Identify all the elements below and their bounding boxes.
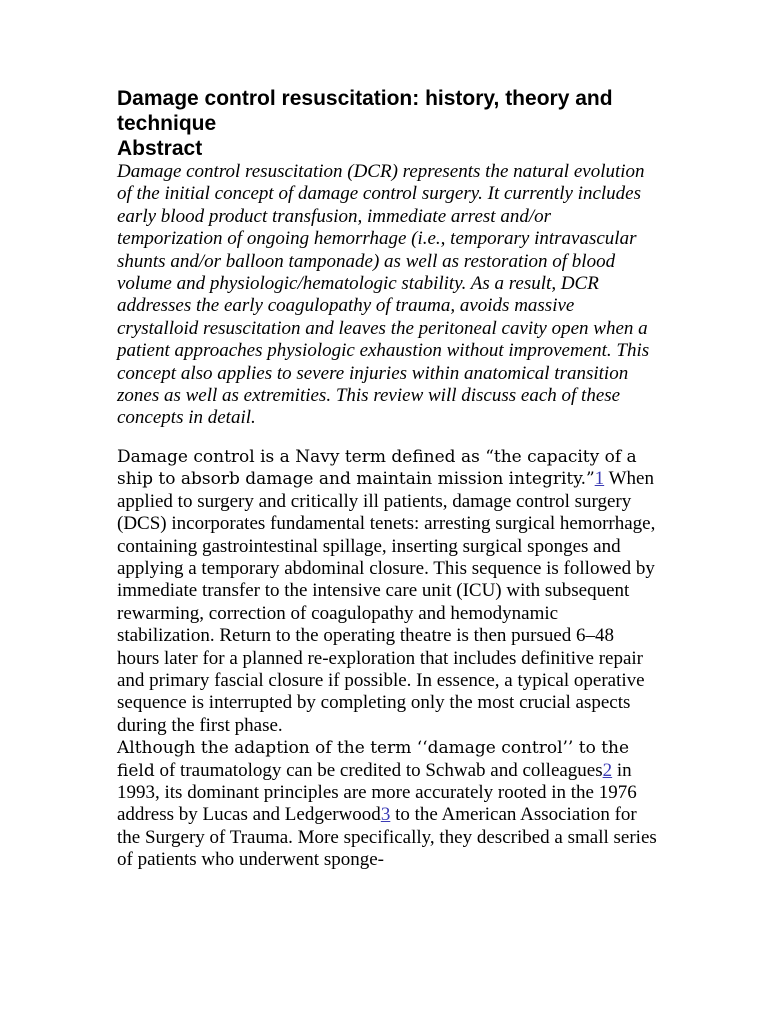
reference-link-3[interactable]: 3: [380, 804, 391, 826]
article-title: Damage control resuscitation: history, theory and technique: [117, 87, 613, 135]
paragraph-2-part-2: in 1993, its dominant principles are more accurately rooted in the 1976 address by Lucas and Ledgerwood: [117, 759, 637, 826]
paragraph-2-lead: Although the adaption of the term ‘‘damage control’’ to the field: [117, 738, 630, 781]
paragraph-1-lead: Damage control is a Navy term defined as “the capacity of a ship to absorb damage and maintain mission integrity.”: [117, 446, 637, 490]
paragraph-1-rest: When applied to surgery and critically ill patients, damage control surgery (DCS) incorporates fundamental tenets: arresting surgical hemorrhage, containing gastrointestinal spillage, inserting surgical sponges and applying a temporary abdominal closure. This sequence is followed by immediate transfer to the intensive care unit (ICU) with subsequent rewarming, correction of coagulopathy and hemodynamic stabilization. Return to the operating theatre is then pursued 6–48 hours later for a planned re-exploration that includes definitive repair and primary fascial closure if possible. In essence, a typical operative sequence is interrupted by completing only the most crucial aspects during the first phase.: [117, 468, 656, 736]
paragraph-2-part-3: to the American Association for the Surgery of Trauma. More specifically, they described a small series of patients who underwent sponge-: [117, 804, 657, 871]
paragraph-2-part-1: of traumatology can be credited to Schwab and colleagues: [154, 759, 603, 781]
abstract-text: Damage control resuscitation (DCR) represents the natural evolution of the initial concept of damage control surgery. It currently includes early blood product transfusion, immediate arrest and/or temporization of ongoing hemorrhage (i.e., temporary intravascular shunts and/or balloon tamponade) as well as restoration of blood volume and physiologic/hematologic stability. As a result, DCR addresses the early coagulopathy of trauma, avoids massive crystalloid resuscitation and leaves the peritoneal cavity open when a patient approaches physiologic exhaustion without improvement. This concept also applies to severe injuries within anatomical transition zones as well as extremities. This review will discuss each of these concepts in detail.: [117, 161, 650, 429]
reference-link-2[interactable]: 2: [602, 759, 613, 781]
reference-link-1[interactable]: 1: [594, 468, 605, 490]
paragraph-1: [117, 446, 657, 737]
abstract-heading: Abstract: [117, 137, 203, 160]
paragraph-2: [117, 737, 657, 871]
document-page: [117, 86, 657, 872]
